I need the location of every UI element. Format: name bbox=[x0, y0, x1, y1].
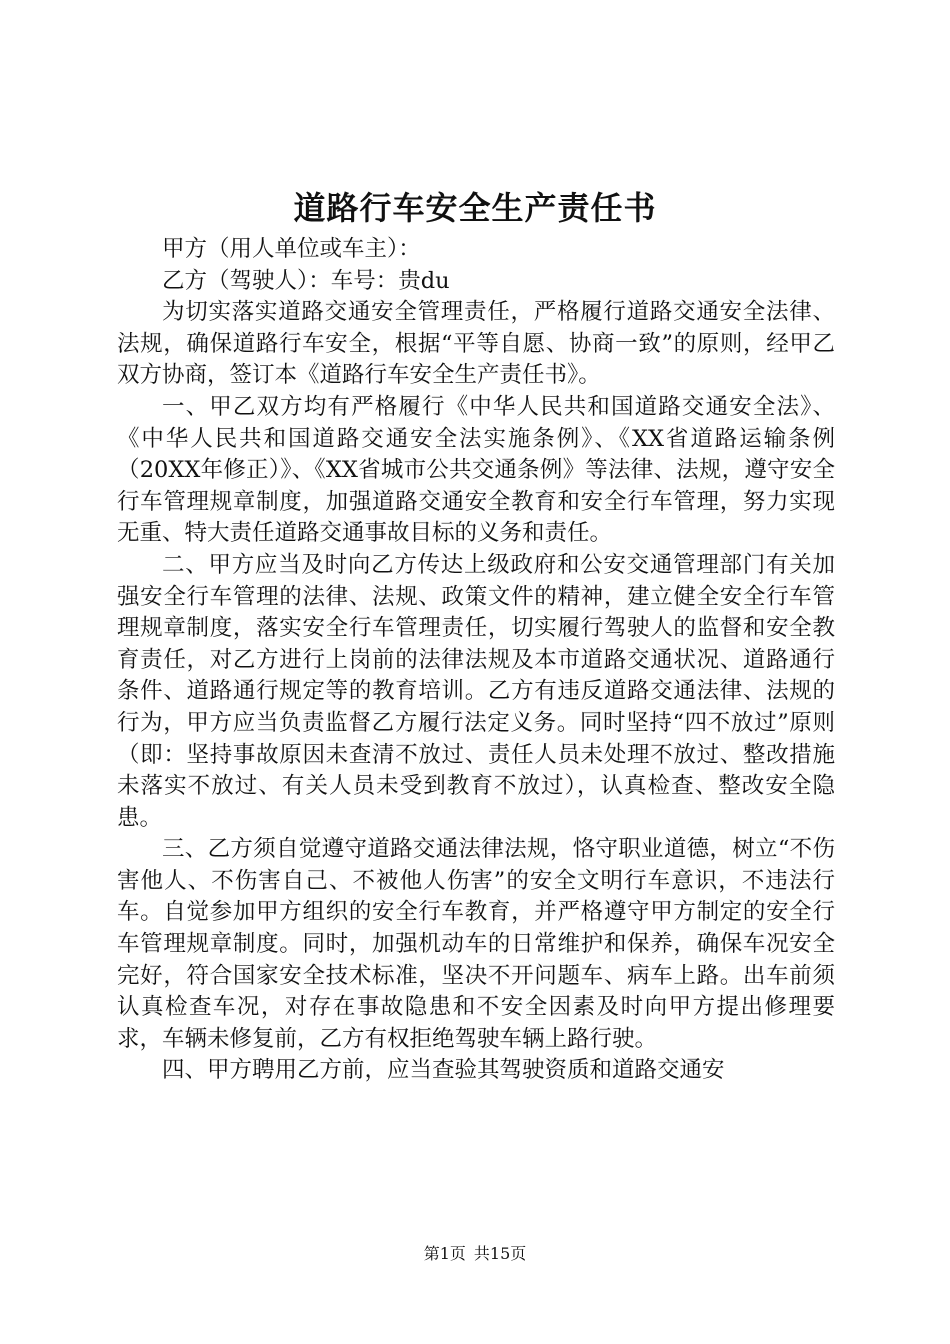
preamble-paragraph: 为切实落实道路交通安全管理责任，严格履行道路交通安全法律、法规，确保道路行车安全，根据“平等自愿、协商一致”的原则，经甲乙双方协商，签订本《道路行车安全生产责任书》。 bbox=[117, 299, 835, 389]
clause-4-paragraph: 四、甲方聘用乙方前，应当查验其驾驶资质和道路交通安 bbox=[162, 1057, 725, 1084]
document-title: 道路行车安全生产责任书 bbox=[293, 189, 657, 227]
party-a-line: 甲方（用人单位或车主）： bbox=[162, 236, 421, 262]
clause-3-paragraph: 三、乙方须自觉遵守道路交通法律法规，恪守职业道德，树立“不伤害他人、不伤害自己、不被他人伤害”的安全文明行车意识，不违法行车。自觉参加甲方组织的安全行车教育，并严格遵守甲方制定的安全行车管理规章制度。同时，加强机动车的日常维护和保养，确保车况安全完好，符合国家安全技术标准，坚决不开问题车、病车上路。出车前须认真检查车况，对存在事故隐患和不安全因素及时向甲方提出修理要求，车辆未修复前，乙方有权拒绝驾驶车辆上路行驶。 bbox=[117, 836, 835, 1052]
page-number: 第1页 bbox=[423, 1244, 466, 1263]
party-b-line: 乙方（驾驶人）：车号：贵du bbox=[162, 267, 450, 294]
clause-2-paragraph: 二、甲方应当及时向乙方传达上级政府和公安交通管理部门有关加强安全行车管理的法律、法规、政策文件的精神，建立健全安全行车管理规章制度，落实安全行车管理责任，切实履行驾驶人的监督和安全教育责任，对乙方进行上岗前的法律法规及本市道路交通状况、道路通行条件、道路通行规定等的教育培训。乙方有违反道路交通法律、法规的行为，甲方应当负责监督乙方履行法定义务。同时坚持“四不放过”原则（即：坚持事故原因未查清不放过、责任人员未处理不放过、整改措施未落实不放过、有关人员未受到教育不放过），认真检查、整改安全隐患。 bbox=[117, 551, 835, 831]
page-footer bbox=[0, 1242, 950, 1266]
page-total: 共15页 bbox=[473, 1244, 527, 1263]
clause-1-paragraph: 一、甲乙双方均有严格履行《中华人民共和国道路交通安全法》、《中华人民共和国道路交通安全法实施条例》、《XX省道路运输条例（20XX年修正）》、《XX省城市公共交通条例》等法律、法规，遵守安全行车管理规章制度，加强道路交通安全教育和安全行车管理，努力实现无重、特大责任道路交通事故目标的义务和责任。 bbox=[117, 393, 835, 547]
document-body bbox=[117, 234, 835, 1087]
